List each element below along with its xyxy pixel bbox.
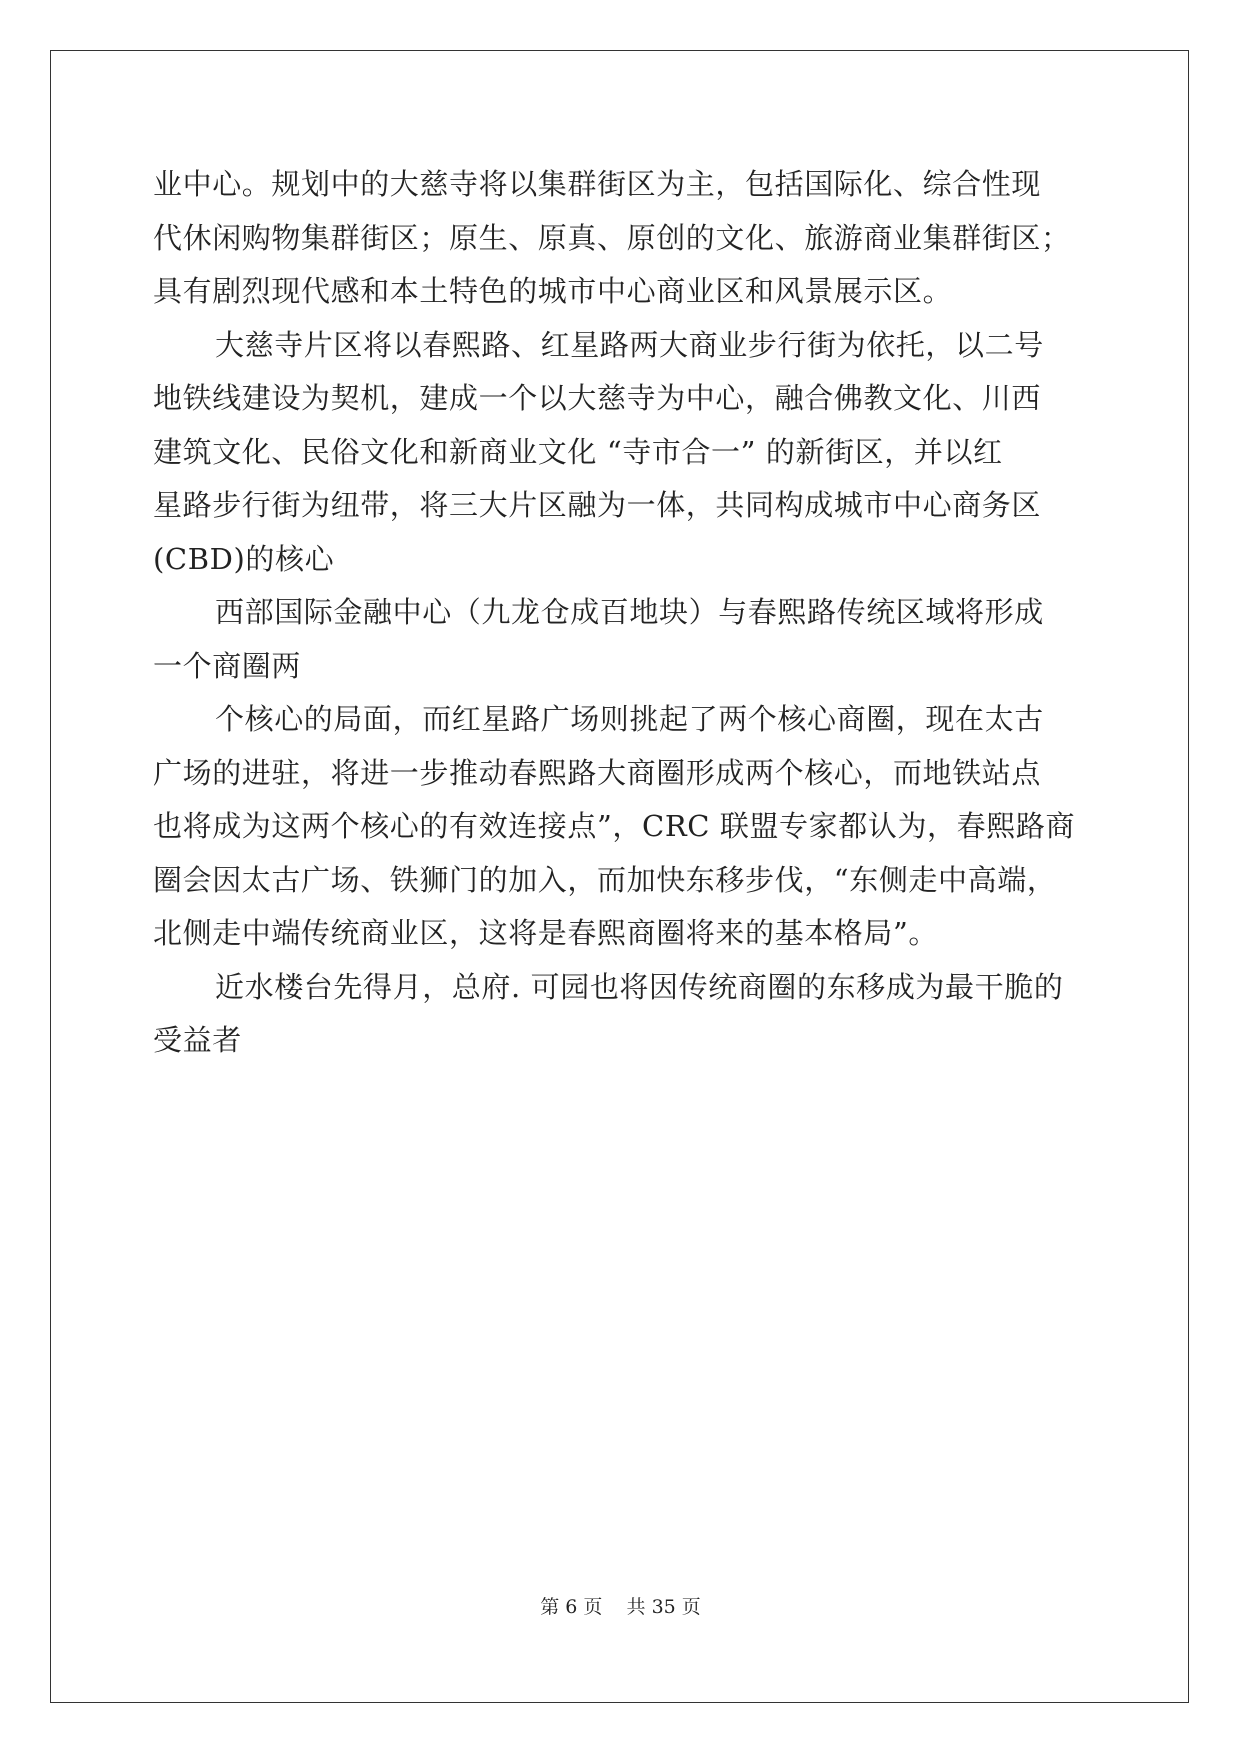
paragraph (153, 693, 1089, 961)
text-line: 业中心。规划中的大慈寺将以集群街区为主，包括国际化、综合性现 (153, 167, 1042, 201)
text-line: 一个商圈两 (153, 648, 302, 683)
paragraph (153, 319, 1089, 587)
text-line: 星路步行街为纽带，将三大片区融为一体，共同构成城市中心商务区 (153, 488, 1042, 522)
paragraph (153, 586, 1089, 693)
text-line: 具有剧烈现代感和本土特色的城市中心商业区和风景展示区。 (153, 274, 953, 308)
text-line: 北侧走中端传统商业区，这将是春熙商圈将来的基本格局”。 (153, 916, 939, 950)
text-line: 广场的进驻，将进一步推动春熙路大商圈形成两个核心，而地铁站点 (153, 755, 1042, 790)
paragraph (153, 961, 1089, 1068)
text-line: 代休闲购物集群街区；原生、原真、原创的文化、旅游商业集群街区； (153, 220, 1071, 255)
paragraph (153, 158, 1089, 319)
page-footer (0, 1592, 1241, 1619)
text-line: 也将成为这两个核心的有效连接点”，CRC 联盟专家都认为，春熙路商 (153, 809, 1076, 843)
text-line: 受益者 (153, 1023, 242, 1057)
text-line: 地铁线建设为契机，建成一个以大慈寺为中心，融合佛教文化、川西 (153, 381, 1042, 415)
text-line: 近水楼台先得月，总府. 可园也将因传统商圈的东移成为最干脆的 (215, 969, 1064, 1004)
page-number-label: 第 6 页 共 35 页 (540, 1596, 701, 1618)
document-body (153, 158, 1089, 1068)
text-line: 西部国际金融中心（九龙仓成百地块）与春熙路传统区域将形成 (215, 595, 1044, 629)
text-line: 大慈寺片区将以春熙路、红星路两大商业步行街为依托，以二号 (215, 327, 1044, 362)
text-line: 圈会因太古广场、铁狮门的加入，而加快东移步伐，“东侧走中高端， (153, 862, 1057, 897)
text-line: 建筑文化、民俗文化和新商业文化 “寺市合一” 的新街区，并以红 (153, 434, 1003, 469)
text-line: (CBD)的核心 (153, 541, 335, 576)
text-line: 个核心的局面，而红星路广场则挑起了两个核心商圈，现在太古 (215, 702, 1044, 736)
